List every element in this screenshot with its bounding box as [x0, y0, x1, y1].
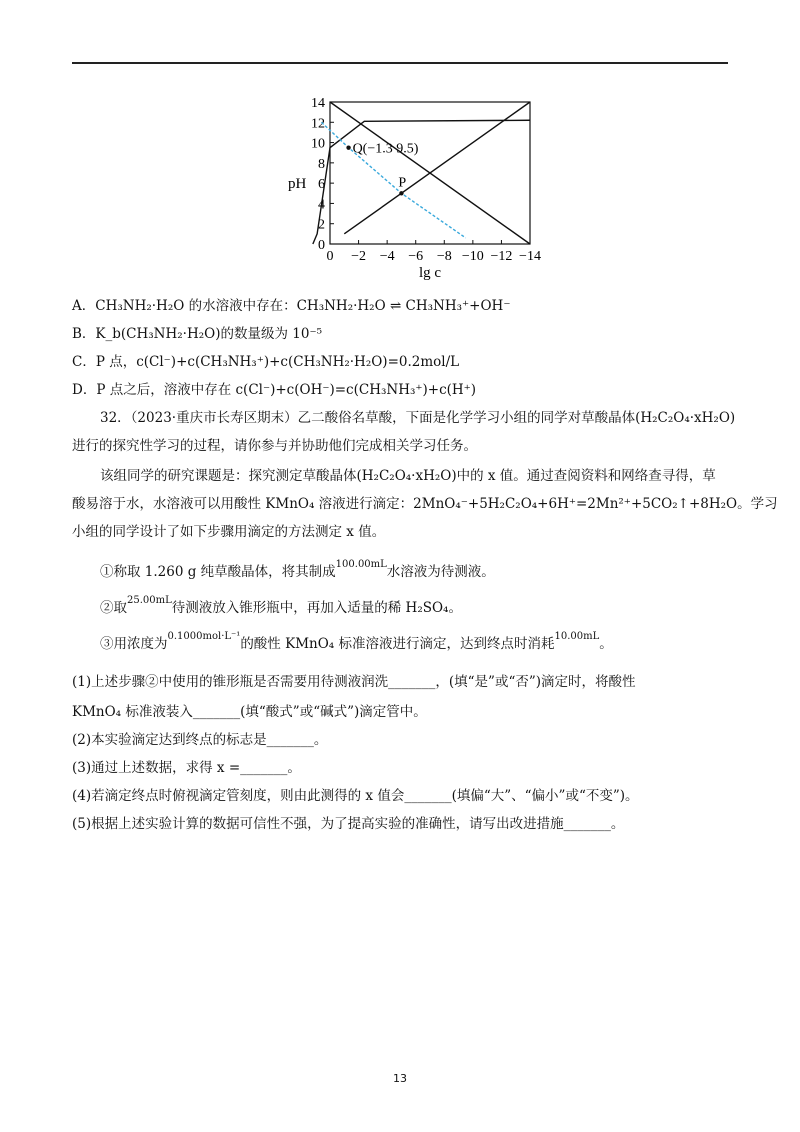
paragraph-line1: 该组同学的研究课题是：探究测定草酸晶体(H₂C₂O₄·xH₂O)中的 x 值。通过查阅资料和网络查寻得，草 — [100, 468, 716, 484]
question-32-line1: 32．（2023·重庆市长寿区期末）乙二酸俗名草酸，下面是化学学习小组的同学对草酸晶体(H₂C₂O₄·xH₂O) — [100, 410, 736, 426]
step-3 — [100, 631, 613, 656]
y-tick-label: 12 — [311, 116, 325, 132]
page-number: 13 — [393, 1072, 407, 1085]
step-3-text-a: ③用浓度为 — [100, 636, 168, 652]
sub-question-3: (3)通过上述数据，求得 x =_______。 — [72, 760, 301, 776]
y-tick-label: 2 — [318, 217, 325, 233]
y-tick-label: 8 — [318, 156, 325, 172]
step-2 — [100, 595, 462, 620]
paragraph-line3: 小组的同学设计了如下步骤用滴定的方法测定 x 值。 — [72, 524, 386, 540]
step-3-text-c: 。 — [599, 636, 613, 652]
sub-question-5: (5)根据上述实验计算的数据可信性不强，为了提高实验的准确性，请写出改进措施_______。 — [72, 816, 625, 832]
step-2-text-a: ②取 — [100, 600, 127, 616]
series-line-1 — [313, 120, 530, 244]
x-tick-label: −8 — [436, 249, 452, 264]
y-tick-label: 6 — [318, 177, 325, 193]
x-tick-label: −10 — [461, 249, 484, 264]
y-tick-label: 0 — [318, 238, 325, 253]
option-c: C．P 点，c(Cl⁻)+c(CH₃NH₃⁺)+c(CH₃NH₂·H₂O)=0.2mol/L — [72, 354, 460, 370]
step-1-text-b: 水溶液为待测液。 — [386, 564, 495, 580]
x-tick-label: −12 — [490, 249, 513, 264]
x-tick-label: −4 — [379, 249, 395, 264]
step-1-text-a: ①称取 1.260 g 纯草酸晶体，将其制成 — [100, 564, 336, 580]
sub-question-4: (4)若滴定终点时俯视滴定管刻度，则由此测得的 x 值会_______(填偏“大”、“偏小”或“不变”)。 — [72, 788, 639, 804]
step-1-volume: 100.00mL — [335, 559, 387, 570]
step-2-volume: 25.00mL — [127, 595, 172, 606]
paragraph-line2: 酸易溶于水，水溶液可以用酸性 KMnO₄ 溶液进行滴定：2MnO₄⁻+5H₂C₂O₄+6H⁺=2Mn²⁺+5CO₂↑+8H₂O。学习 — [72, 496, 778, 512]
option-a: A．CH₃NH₂·H₂O 的水溶液中存在：CH₃NH₂·H₂O ⇌ CH₃NH₃⁺+OH⁻ — [72, 298, 511, 314]
point-marker-1 — [346, 145, 350, 149]
y-tick-label: 14 — [311, 96, 325, 111]
x-axis-label: lg c — [418, 265, 442, 280]
y-tick-label: 4 — [318, 197, 325, 213]
x-tick-label: −6 — [408, 249, 424, 264]
sub-question-2: (2)本实验滴定达到终点的标志是_______。 — [72, 732, 328, 748]
step-3-concentration: 0.1000mol·L⁻¹ — [167, 631, 241, 642]
y-tick-label: 10 — [311, 136, 325, 152]
option-b: B．K_b(CH₃NH₂·H₂O)的数量级为 10⁻⁵ — [72, 326, 322, 342]
header-rule — [72, 62, 728, 64]
x-tick-label: 0 — [326, 249, 334, 264]
point-marker-2 — [399, 191, 403, 195]
series-line-4 — [321, 122, 465, 238]
y-axis-label: pH — [288, 176, 307, 193]
sub-question-1-line1: (1)上述步骤②中使用的锥形瓶是否需要用待测液润洗_______，(填“是”或“否”)滴定时，将酸性 — [72, 674, 636, 690]
sub-question-1-line2: KMnO₄ 标准液装入_______(填“酸式”或“碱式”)滴定管中。 — [72, 704, 427, 720]
point-label-2: P — [398, 175, 407, 191]
step-3-text-b: 的酸性 KMnO₄ 标准溶液进行滴定，达到终点时消耗 — [240, 636, 555, 652]
step-3-volume: 10.00mL — [554, 631, 600, 642]
step-1 — [100, 559, 495, 584]
ph-lgc-chart — [280, 90, 560, 280]
question-32-line2: 进行的探究性学习的过程，请你参与并协助他们完成相关学习任务。 — [72, 438, 477, 454]
option-d: D．P 点之后，溶液中存在 c(Cl⁻)+c(OH⁻)=c(CH₃NH₃⁺)+c(H⁺) — [72, 382, 477, 398]
step-2-text-b: 待测液放入锥形瓶中，再加入适量的稀 H₂SO₄。 — [171, 600, 462, 616]
x-tick-label: −2 — [351, 249, 367, 264]
point-label-1: Q(−1.3 9.5) — [352, 141, 419, 157]
x-tick-label: −14 — [519, 249, 541, 264]
